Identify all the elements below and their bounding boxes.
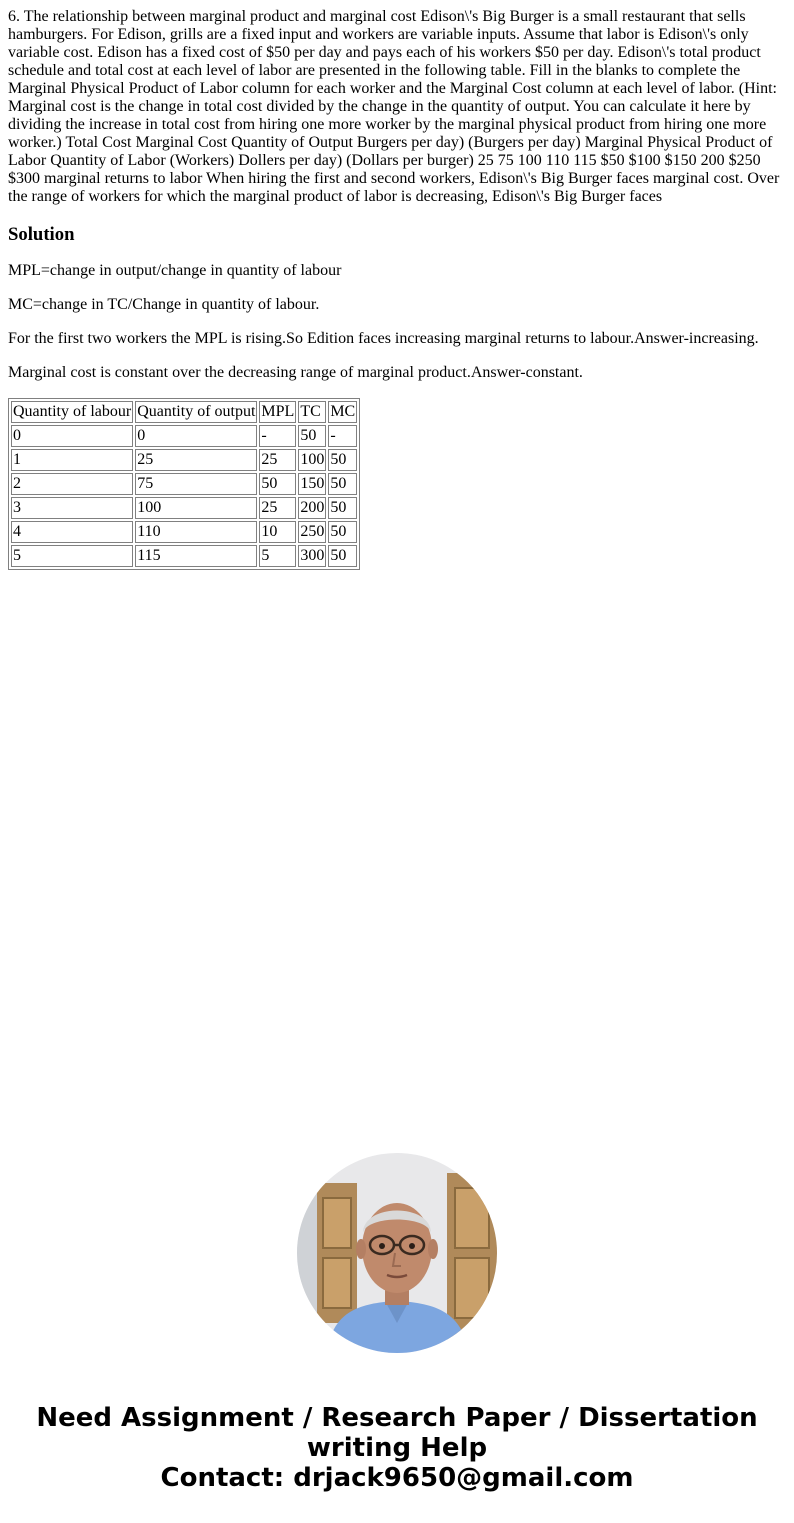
table-cell: 25 <box>259 449 296 471</box>
table-cell: 50 <box>328 545 357 567</box>
table-row <box>11 497 357 519</box>
table-header-row <box>11 401 357 423</box>
table-cell: 50 <box>259 473 296 495</box>
table-cell: 5 <box>259 545 296 567</box>
table-row <box>11 545 357 567</box>
table-cell: 0 <box>135 425 257 447</box>
table-cell: 100 <box>135 497 257 519</box>
table-row <box>11 521 357 543</box>
table-cell: 110 <box>135 521 257 543</box>
table-cell: 50 <box>328 497 357 519</box>
table-cell: 25 <box>259 497 296 519</box>
footer-line-1: Need Assignment / Research Paper / Dissertation <box>36 1403 758 1433</box>
table-cell: 50 <box>328 521 357 543</box>
table-cell: 100 <box>298 449 326 471</box>
table-cell: 50 <box>298 425 326 447</box>
table-cell: 50 <box>328 473 357 495</box>
avatar <box>297 1153 497 1353</box>
table-cell: 5 <box>11 545 133 567</box>
footer-contact-email[interactable]: Contact: drjack9650@gmail.com <box>160 1463 634 1493</box>
table-cell: 4 <box>11 521 133 543</box>
solution-paragraph-1: MPL=change in output/change in quantity of labour <box>8 262 342 279</box>
table-header-cell: MPL <box>259 401 296 423</box>
table-header-cell: MC <box>328 401 357 423</box>
question-text: 6. The relationship between marginal product and marginal cost Edison\'s Big Burger is a small restaurant that sells hamburgers. For Edison, grills are a fixed input and workers are variable inputs. Assume that labor is Edison\'s only variable cost. Edison has a fixed cost of $50 per day and pays each of his workers $50 per day. Edison\'s total product schedule and total cost at each level of labor are presented in the following table. Fill in the blanks to complete the Marginal Physical Product of Labor column for each worker and the Marginal Cost column at each level of labor. (Hint: Marginal cost is the change in total cost divided by the change in the quantity of output. You can calculate it here by dividing the increase in total cost from hiring one more worker by the marginal physical product from hiring one more worker.) Total Cost Marginal Cost Quantity of Output Burgers per day) (Burgers per day) Marginal Physical Product of Labor Quantity of Labor (Workers) Dollers per day) (Dollars per burger) 25 75 100 110 115 $50 $100 $150 200 $250 $300 marginal returns to labor When hiring the first and second workers, Edison\'s Big Burger faces marginal cost. Over the range of workers for which the marginal product of labor is decreasing, Edison\'s Big Burger faces <box>8 8 780 205</box>
table-cell: 250 <box>298 521 326 543</box>
table-cell: 10 <box>259 521 296 543</box>
solution-paragraph-4: Marginal cost is constant over the decreasing range of marginal product.Answer-constant. <box>8 364 583 381</box>
table-header-cell: Quantity of labour <box>11 401 133 423</box>
table-cell: 300 <box>298 545 326 567</box>
table-cell: 115 <box>135 545 257 567</box>
solution-paragraph-3: For the first two workers the MPL is rising.So Edition faces increasing marginal returns to labour.Answer-increasing. <box>8 330 759 347</box>
table-cell: 0 <box>11 425 133 447</box>
table-cell: 50 <box>328 449 357 471</box>
solution-heading: Solution <box>8 224 75 245</box>
table-row <box>11 425 357 447</box>
table-cell: 200 <box>298 497 326 519</box>
table-cell: 3 <box>11 497 133 519</box>
avatar-portrait-image <box>297 1153 497 1353</box>
table-cell: 1 <box>11 449 133 471</box>
table-row <box>11 449 357 471</box>
table-cell: 25 <box>135 449 257 471</box>
footer-line-2: writing Help <box>306 1433 488 1463</box>
footer-contact <box>0 1403 794 1493</box>
answer-table <box>8 398 360 570</box>
table-header-cell: Quantity of output <box>135 401 257 423</box>
table-cell: 150 <box>298 473 326 495</box>
table-cell: 2 <box>11 473 133 495</box>
page-content <box>8 8 786 570</box>
table-row <box>11 473 357 495</box>
table-cell: - <box>259 425 296 447</box>
table-cell: 75 <box>135 473 257 495</box>
table-header-cell: TC <box>298 401 326 423</box>
table-cell: - <box>328 425 357 447</box>
solution-paragraph-2: MC=change in TC/Change in quantity of labour. <box>8 296 320 313</box>
